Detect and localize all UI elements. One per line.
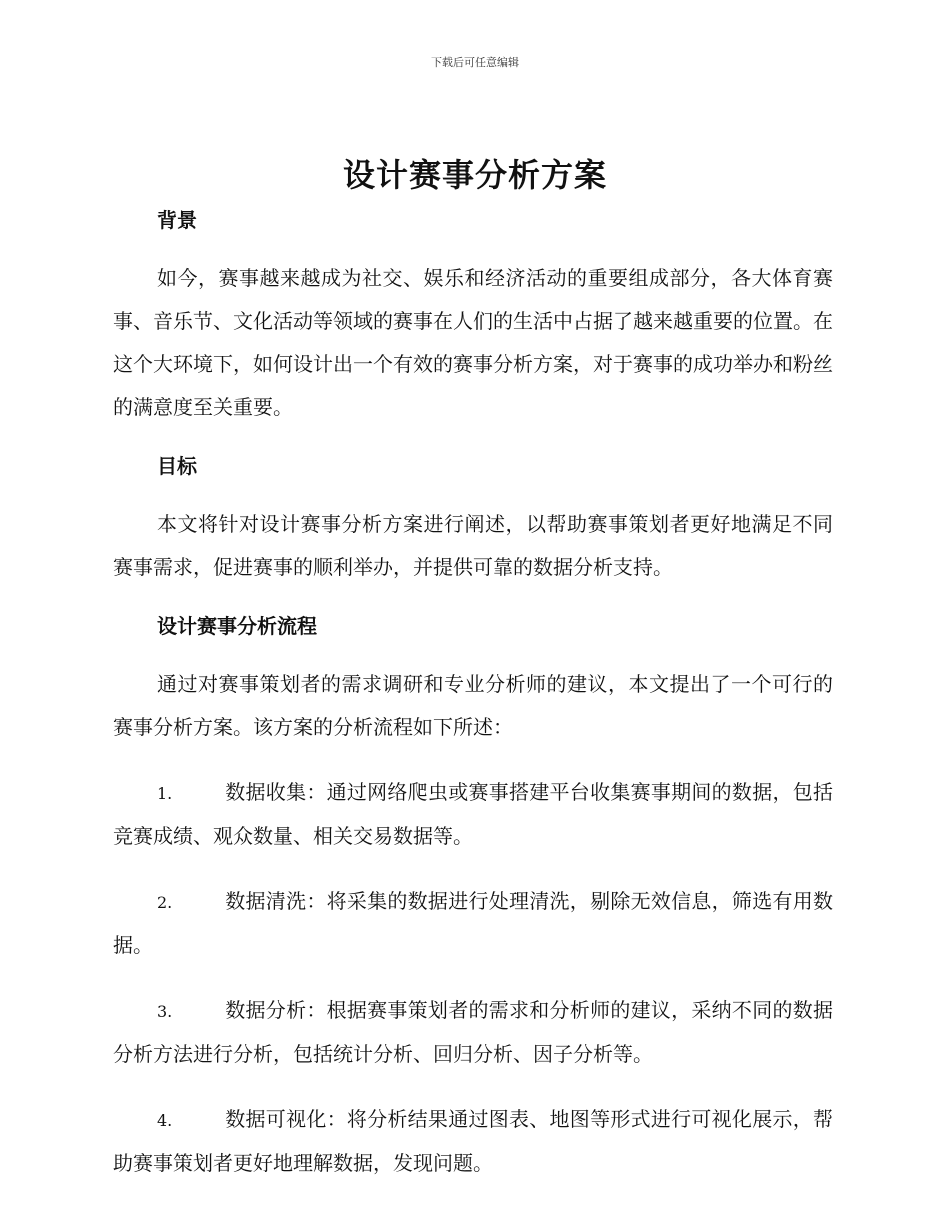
list-text: 数据收集：通过网络爬虫或赛事搭建平台收集赛事期间的数据，包括竞赛成绩、观众数量、相关交易数据等。: [113, 780, 833, 848]
paragraph: 如今，赛事越来越成为社交、娱乐和经济活动的重要组成部分，各大体育赛事、音乐节、文化活动等领域的赛事在人们的生活中占据了越来越重要的位置。在这个大环境下，如何设计出一个有效的赛事分析方案，对于赛事的成功举办和粉丝的满意度至关重要。: [113, 266, 833, 419]
section-process: [113, 611, 833, 1185]
list-item: [113, 880, 833, 967]
list-item: [113, 1098, 833, 1185]
section-goal: [113, 451, 833, 589]
header-note: 下载后可任意编辑: [431, 56, 519, 69]
paragraph: 通过对赛事策划者的需求调研和专业分析师的建议，本文提出了一个可行的赛事分析方案。该方案的分析流程如下所述：: [113, 672, 833, 739]
paragraph: 本文将针对设计赛事分析方案进行阐述，以帮助赛事策划者更好地满足不同赛事需求，促进赛事的顺利举办，并提供可靠的数据分析支持。: [113, 512, 833, 579]
document-title: 设计赛事分析方案: [342, 156, 607, 194]
list-number: 4.: [157, 1111, 173, 1130]
list-number: 2.: [157, 893, 173, 912]
list-text: 数据分析：根据赛事策划者的需求和分析师的建议，采纳不同的数据分析方法进行分析，包括统计分析、回归分析、因子分析等。: [113, 998, 833, 1066]
list-number: 1.: [157, 784, 173, 803]
section-background: [113, 205, 833, 429]
list-item: [113, 989, 833, 1076]
section-heading: 目标: [157, 454, 197, 478]
section-heading: 背景: [157, 208, 197, 232]
list-number: 3.: [157, 1002, 173, 1021]
list-item: [113, 771, 833, 858]
list-text: 数据清洗：将采集的数据进行处理清洗，剔除无效信息，筛选有用数据。: [113, 889, 833, 957]
list-text: 数据可视化：将分析结果通过图表、地图等形式进行可视化展示，帮助赛事策划者更好地理解数据，发现问题。: [113, 1107, 833, 1175]
step-list: [113, 771, 833, 1185]
document-body: [113, 205, 833, 1207]
section-heading: 设计赛事分析流程: [157, 614, 317, 638]
